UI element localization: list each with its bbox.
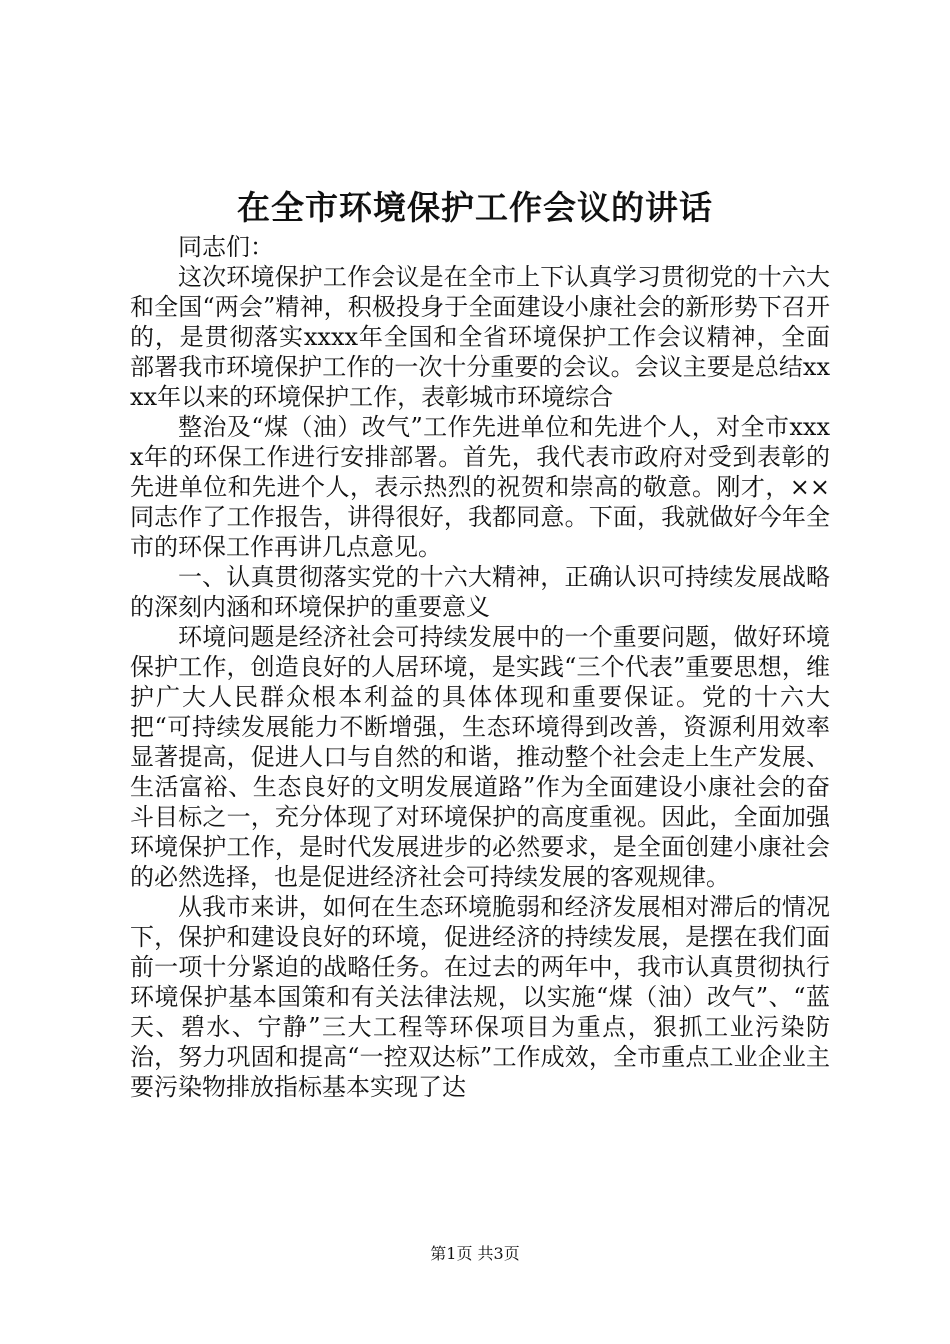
salutation: 同志们： — [178, 233, 274, 261]
paragraph-2: 整治及“煤（油）改气”工作先进单位和先进个人，对全市xxxx年的环保工作进行安排部署。首先，我代表市政府对受到表彰的先进单位和先进个人，表示热烈的祝贺和崇高的敬意。刚才，××同志作了工作报告，讲得很好，我都同意。下面，我就做好今年全市的环保工作再讲几点意见。 — [130, 413, 830, 561]
section-heading-1: 一、认真贯彻落实党的十六大精神，正确认识可持续发展战略的深刻内涵和环境保护的重要意义 — [130, 563, 830, 621]
document-title: 在全市环境保护工作会议的讲话 — [237, 188, 713, 227]
page-number-footer: 第1页 共3页 — [430, 1244, 520, 1263]
paragraph-3: 环境问题是经济社会可持续发展中的一个重要问题，做好环境保护工作，创造良好的人居环境，是实践“三个代表”重要思想，维护广大人民群众根本利益的具体体现和重要保证。党的十六大把“可持续发展能力不断增强，生态环境得到改善，资源利用效率显著提高，促进人口与自然的和谐，推动整个社会走上生产发展、生活富裕、生态良好的文明发展道路”作为全面建设小康社会的奋斗目标之一，充分体现了对环境保护的高度重视。因此，全面加强环境保护工作，是时代发展进步的必然要求，是全面创建小康社会的必然选择，也是促进经济社会可持续发展的客观规律。 — [130, 623, 830, 891]
document-body — [130, 232, 830, 1102]
paragraph-1: 这次环境保护工作会议是在全市上下认真学习贯彻党的十六大和全国“两会”精神，积极投身于全面建设小康社会的新形势下召开的，是贯彻落实xxxx年全国和全省环境保护工作会议精神，全面部署我市环境保护工作的一次十分重要的会议。会议主要是总结xxxx年以来的环境保护工作，表彰城市环境综合 — [130, 263, 830, 411]
paragraph-4: 从我市来讲，如何在生态环境脆弱和经济发展相对滞后的情况下，保护和建设良好的环境，促进经济的持续发展，是摆在我们面前一项十分紧迫的战略任务。在过去的两年中，我市认真贯彻执行环境保护基本国策和有关法律法规，以实施“煤（油）改气”、“蓝天、碧水、宁静”三大工程等环保项目为重点，狠抓工业污染防治，努力巩固和提高“一控双达标”工作成效，全市重点工业企业主要污染物排放指标基本实现了达 — [130, 893, 830, 1101]
